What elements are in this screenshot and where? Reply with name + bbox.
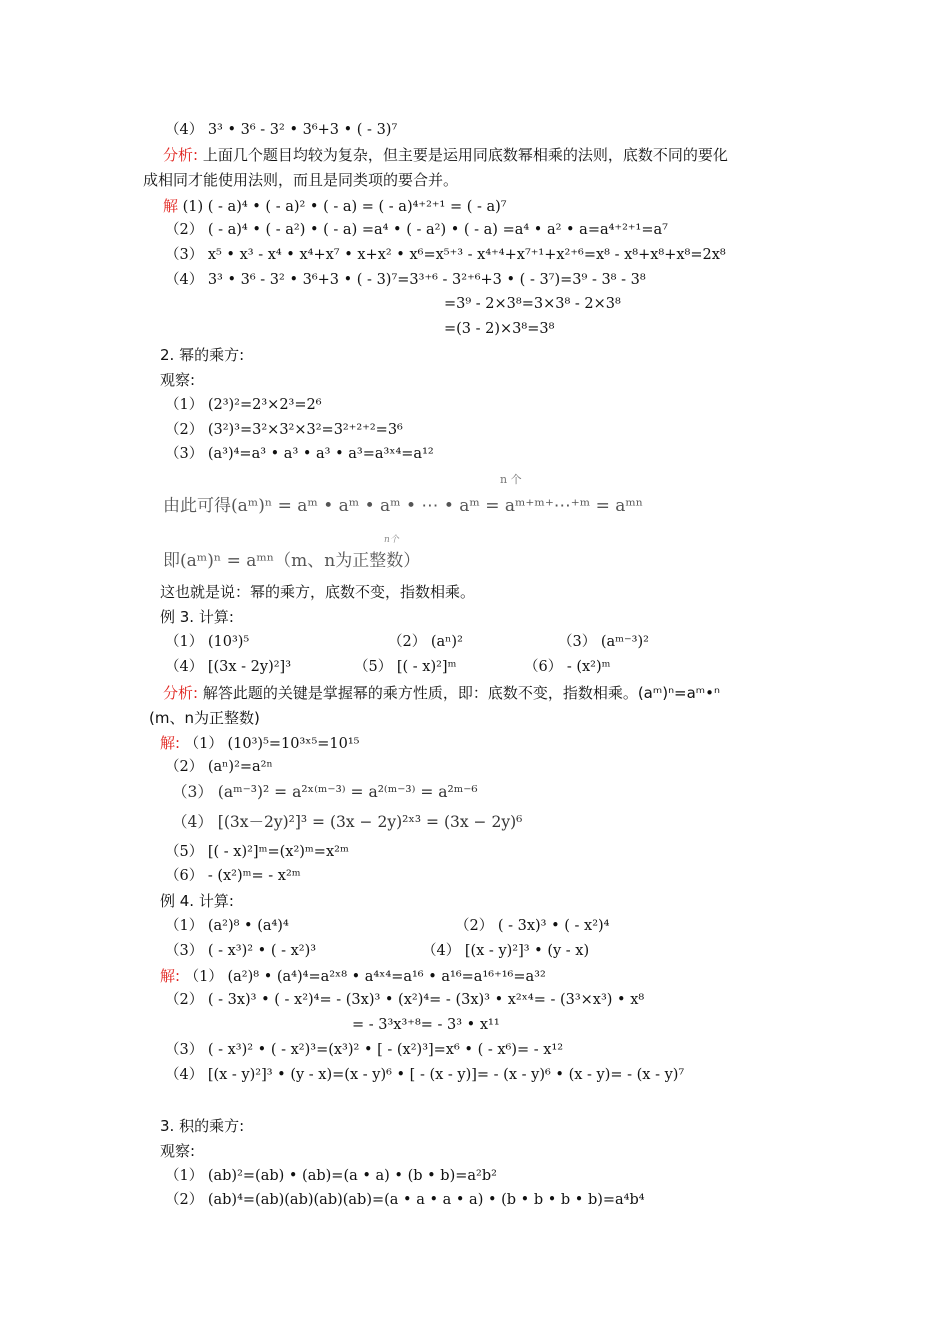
line-4-problem: （4） 3³ • 3⁶ - 3² • 3⁶+3 • ( - 3)⁷ [165,122,398,138]
formula-conclusion: 即(aᵐ)ⁿ = aᵐⁿ（m、n为正整数） [163,551,421,571]
observe-label: 观察: [160,371,196,389]
solution-line-2: （2） ( - a)⁴ • ( - a²) • ( - a) =a⁴ • ( - a²) • ( - a) =a⁴ • a² • a=a⁴⁺²⁺¹=a⁷ [165,222,668,238]
example-4-solution-2b: = - 3³x³⁺⁸= - 3³ • x¹¹ [352,1017,500,1033]
solution-line-4b: =3⁹ - 2×3⁸=3×3⁸ - 2×3⁸ [444,296,621,312]
example-4-item-3: （3） ( - x³)² • ( - x²)³ [165,943,317,959]
example-3-item-5: （5） [( - x)²]ᵐ [354,659,457,675]
example-4-item-1: （1） (a²)⁸ • (a⁴)⁴ [165,918,289,934]
product-observe-1: （1） (ab)²=(ab) • (ab)=(a • a) • (b • b)=a²b² [165,1168,497,1184]
example-3-solution-4: （4） [(3x－2y)²]³ = (3x − 2y)²ˣ³ = (3x − 2y)⁶ [172,813,523,831]
formula-brace-bottom-label: n个 [384,535,399,545]
analysis-line-1: 分析: 上面几个题目均较为复杂，但主要是运用同底数幂相乘的法则，底数不同的要化 [163,146,728,164]
solution-line-4: （4） 3³ • 3⁶ - 3² • 3⁶+3 • ( - 3)⁷=3³⁺⁶ - 3²⁺⁶+3 • ( - 3⁷)=3⁹ - 3⁸ - 3⁸ [165,272,646,288]
example-3-solution-3: （3） (aᵐ⁻³)² = a²ˣ⁽ᵐ⁻³⁾ = a²⁽ᵐ⁻³⁾ = a²ᵐ⁻⁶ [172,783,478,801]
example-4-solution-2: （2） ( - 3x)³ • ( - x²)⁴= - (3x)³ • (x²)⁴= - (3x)³ • x²ˣ⁴= - (3³×x³) • x⁸ [165,992,645,1008]
example-3-solution-5: （5） [( - x)²]ᵐ=(x²)ᵐ=x²ᵐ [165,844,349,860]
example-4-title: 例 4. 计算: [160,892,234,910]
observe-item-2: （2） (3²)³=3²×3²×3²=3²⁺²⁺²=3⁶ [165,422,403,438]
example-3-item-3: （3） (aᵐ⁻³)² [558,634,649,650]
example-4-solution-3: （3） ( - x³)² • ( - x²)³=(x³)² • [ - (x²)³]=x⁶ • ( - x⁶)= - x¹² [165,1042,564,1058]
example-3-solution-1: 解: （1） (10³)⁵=10³ˣ⁵=10¹⁵ [160,734,360,752]
observe-item-1: （1） (2³)²=2³×2³=2⁶ [165,397,322,413]
analysis-label: 分析: [163,684,199,702]
solution-label: 解: [160,734,181,752]
formula-brace-top-label: n 个 [500,473,522,486]
example-3-analysis: 分析: 解答此题的关键是掌握幂的乘方性质，即：底数不变，指数相乘。(aᵐ)ⁿ=aᵐ•ⁿ [163,684,720,702]
formula-derivation: 由此可得(aᵐ)ⁿ = aᵐ • aᵐ • aᵐ • ⋯ • aᵐ = aᵐ⁺ᵐ⁺⋯⁺ᵐ = aᵐⁿ [163,496,644,516]
solution-line-1: 解 (1) ( - a)⁴ • ( - a)² • ( - a) = ( - a)⁴⁺²⁺¹ = ( - a)⁷ [163,197,507,215]
analysis-label: 分析: [163,146,199,164]
example-3-analysis-2: (m、n为正整数) [149,709,260,727]
example-3-item-1: （1） (10³)⁵ [165,634,250,650]
example-3-item-6: （6） - (x²)ᵐ [524,659,611,675]
example-3-title: 例 3. 计算: [160,608,234,626]
analysis-line-2: 成相同才能使用法则，而且是同类项的要合并。 [143,171,459,189]
product-observe-2: （2） (ab)⁴=(ab)(ab)(ab)(ab)=(a • a • a • a) • (b • b • b • b)=a⁴b⁴ [165,1192,645,1208]
solution-label: 解 [163,197,179,215]
solution-label: 解: [160,967,181,985]
section-3-title: 3. 积的乘方: [160,1117,245,1135]
example-3-item-2: （2） (aⁿ)² [388,634,463,650]
rule-statement: 这也就是说：幂的乘方，底数不变，指数相乘。 [160,583,476,601]
example-4-item-4: （4） [(x - y)²]³ • (y - x) [422,943,590,959]
solution-line-4c: =(3 - 2)×3⁸=3⁸ [444,321,555,337]
example-4-solution-1: 解: （1） (a²)⁸ • (a⁴)⁴=a²ˣ⁸ • a⁴ˣ⁴=a¹⁶ • a¹⁶=a¹⁶⁺¹⁶=a³² [160,967,546,985]
observe-item-3: （3） (a³)⁴=a³ • a³ • a³ • a³=a³ˣ⁴=a¹² [165,446,434,462]
example-3-solution-6: （6） - (x²)ᵐ= - x²ᵐ [165,868,301,884]
observe-label-2: 观察: [160,1142,196,1160]
example-4-solution-4: （4） [(x - y)²]³ • (y - x)=(x - y)⁶ • [ - (x - y)]= - (x - y)⁶ • (x - y)= - (x - y)⁷ [165,1067,685,1083]
example-4-item-2: （2） ( - 3x)³ • ( - x²)⁴ [455,918,610,934]
example-3-solution-2: （2） (aⁿ)²=a²ⁿ [165,759,273,775]
section-2-title: 2. 幂的乘方: [160,346,245,364]
example-3-item-4: （4） [(3x - 2y)²]³ [165,659,292,675]
solution-line-3: （3） x⁵ • x³ - x⁴ • x⁴+x⁷ • x+x² • x⁶=x⁵⁺³ - x⁴⁺⁴+x⁷⁺¹+x²⁺⁶=x⁸ - x⁸+x⁸+x⁸=2x⁸ [165,247,726,263]
